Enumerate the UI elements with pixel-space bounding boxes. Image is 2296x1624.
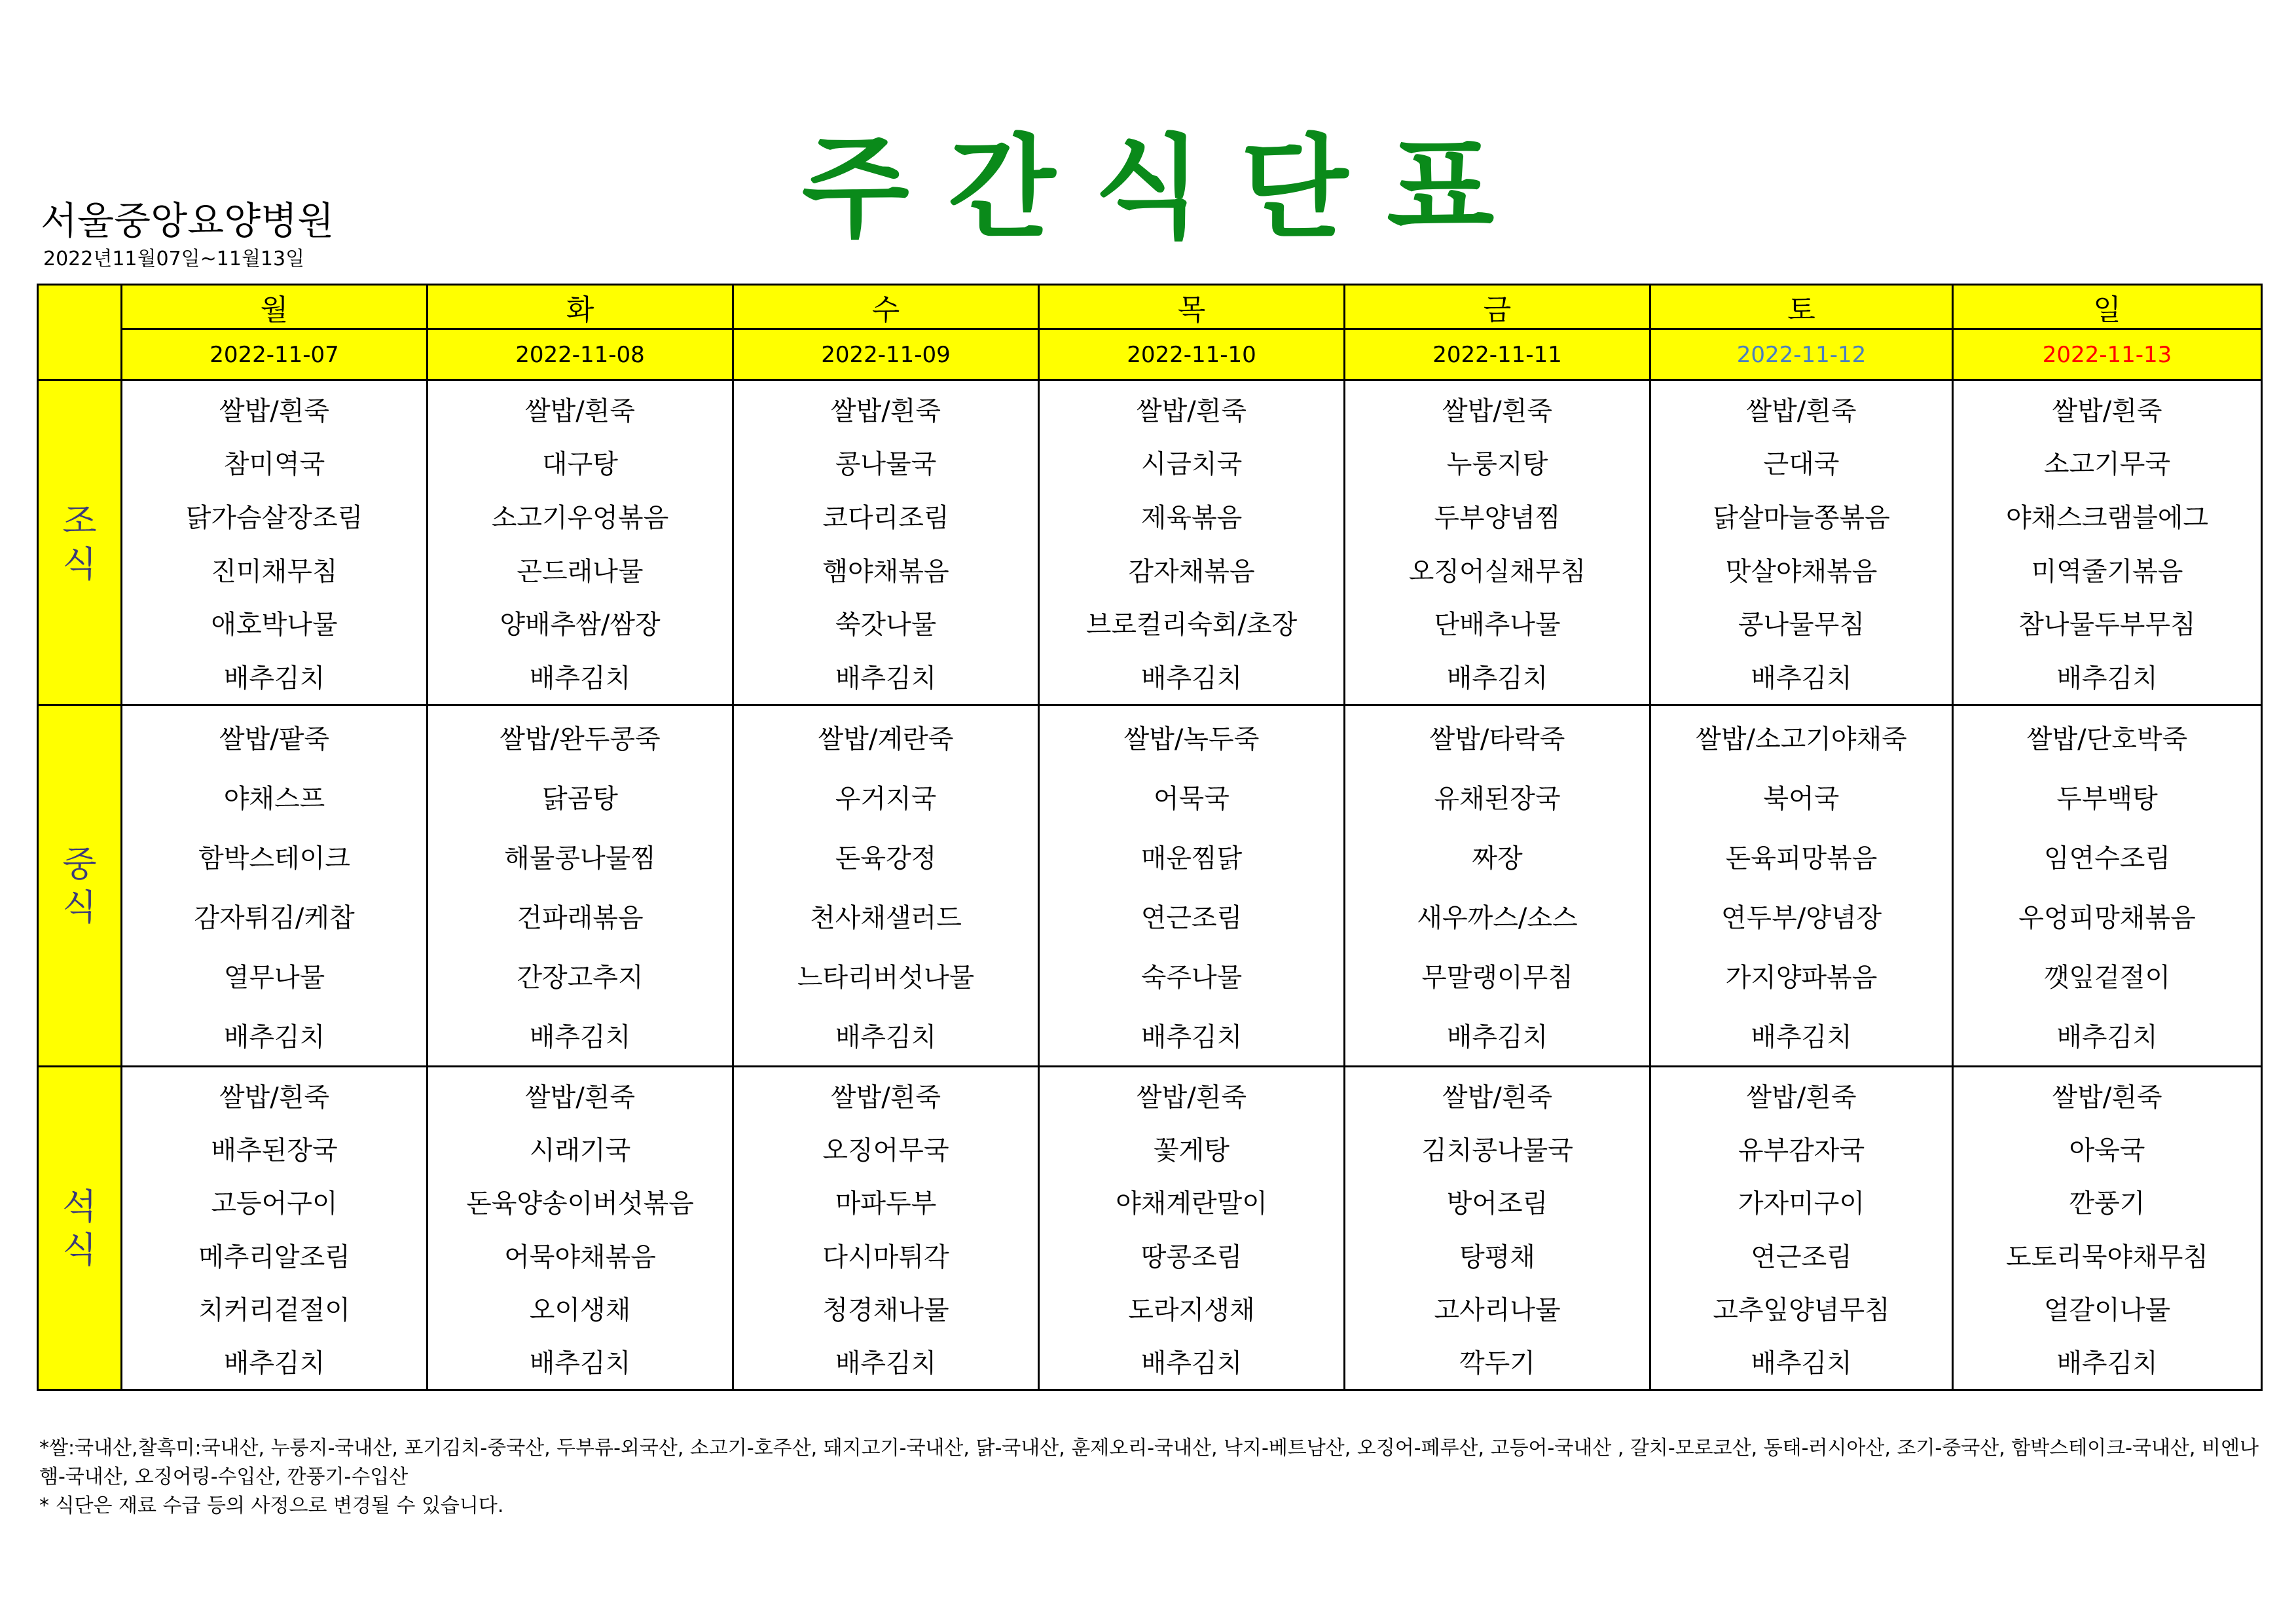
menu-item: 야채스크램블에그 — [2005, 503, 2209, 534]
weekday-wed: 수 — [733, 285, 1039, 329]
menu-item: 매운찜닭 — [1140, 843, 1243, 874]
menu-item: 쌀밥/흰죽 — [1746, 396, 1857, 426]
menu-item: 배추김치 — [1446, 1022, 1548, 1052]
menu-item: 우거지국 — [835, 783, 937, 814]
menu-item: 닭곰탕 — [542, 783, 618, 814]
menu-item: 깍두기 — [1459, 1348, 1535, 1379]
menu-item: 오징어무국 — [822, 1135, 949, 1166]
menu-item: 미역줄기볶음 — [2031, 556, 2183, 587]
page-title: 주 간 식 단 표 — [801, 124, 1495, 253]
menu-item: 제육볶음 — [1140, 503, 1243, 534]
menu-item: 쌀밥/흰죽 — [2052, 1082, 2162, 1113]
menu-item: 함박스테이크 — [198, 843, 350, 874]
menu-item: 꽃게탕 — [1154, 1135, 1230, 1166]
menu-cell-lunch-mon — [122, 705, 428, 1067]
menu-item: 청경채나물 — [822, 1295, 949, 1325]
menu-cell-dinner-sun — [1953, 1067, 2262, 1390]
menu-item: 애호박나물 — [211, 610, 338, 640]
menu-item: 쌀밥/완두콩죽 — [500, 724, 661, 754]
menu-item: 쌀밥/흰죽 — [524, 396, 636, 426]
meal-row-breakfast — [38, 380, 2262, 705]
menu-item: 감자채볶음 — [1128, 556, 1255, 587]
menu-item: 쌀밥/흰죽 — [1442, 396, 1553, 426]
menu-item: 도토리묵야채무침 — [2005, 1242, 2209, 1272]
menu-item: 배추김치 — [1140, 1022, 1243, 1052]
menu-item: 깻잎겉절이 — [2043, 962, 2171, 993]
date-mon: 2022-11-07 — [122, 329, 428, 380]
menu-item: 쌀밥/흰죽 — [1136, 1082, 1247, 1113]
menu-item: 배추김치 — [1751, 663, 1852, 694]
menu-item: 해물콩나물찜 — [504, 843, 656, 874]
menu-item: 김치콩나물국 — [1421, 1135, 1573, 1166]
menu-cell-breakfast-mon — [122, 380, 428, 705]
menu-item: 유채된장국 — [1434, 783, 1561, 814]
menu-cell-lunch-sun — [1953, 705, 2262, 1067]
menu-item: 건파래볶음 — [517, 902, 644, 933]
menu-item: 진미채무침 — [211, 556, 338, 587]
menu-cell-lunch-tue — [428, 705, 733, 1067]
menu-cell-breakfast-wed — [733, 380, 1039, 705]
menu-item: 배추김치 — [1751, 1022, 1852, 1052]
menu-cell-lunch-fri — [1345, 705, 1650, 1067]
weekly-menu-table — [37, 284, 2263, 1391]
menu-item: 단배추나물 — [1434, 610, 1561, 640]
menu-item: 소고기우엉볶음 — [491, 503, 669, 534]
menu-item: 대구탕 — [542, 449, 618, 480]
menu-item: 가자미구이 — [1738, 1189, 1865, 1219]
menu-item: 유부감자국 — [1738, 1135, 1865, 1166]
menu-cell-dinner-sat — [1650, 1067, 1953, 1390]
menu-item: 오징어실채무침 — [1408, 556, 1586, 587]
menu-item: 느타리버섯나물 — [797, 962, 975, 993]
menu-item: 배추김치 — [1140, 663, 1243, 694]
menu-item: 아욱국 — [2069, 1135, 2145, 1166]
menu-item: 쌀밥/흰죽 — [830, 1082, 941, 1113]
menu-item: 배추김치 — [1446, 663, 1548, 694]
menu-item: 도라지생채 — [1128, 1295, 1255, 1325]
menu-item: 감자튀김/케찹 — [194, 902, 355, 933]
menu-item: 짜장 — [1472, 843, 1523, 874]
menu-item: 배추김치 — [835, 663, 937, 694]
menu-item: 마파두부 — [835, 1189, 937, 1219]
menu-item: 새우까스/소스 — [1417, 902, 1578, 933]
menu-item: 배추김치 — [529, 1022, 631, 1052]
menu-item: 맛살야채볶음 — [1725, 556, 1878, 587]
meal-row-lunch — [38, 705, 2262, 1067]
menu-item: 참미역국 — [223, 449, 325, 480]
menu-item: 닭가슴살장조림 — [185, 503, 363, 534]
menu-item: 북어국 — [1763, 783, 1840, 814]
menu-item: 쌀밥/흰죽 — [1746, 1082, 1857, 1113]
menu-item: 브로컬리숙회/초장 — [1085, 610, 1298, 640]
weekday-tue: 화 — [428, 285, 733, 329]
menu-cell-breakfast-thu — [1039, 380, 1345, 705]
menu-item: 쌀밥/팥죽 — [219, 724, 330, 754]
menu-item: 야채스프 — [223, 783, 325, 814]
meal-label-dinner: 석 식 — [38, 1067, 122, 1390]
menu-cell-lunch-wed — [733, 705, 1039, 1067]
menu-item: 쌀밥/흰죽 — [219, 1082, 330, 1113]
weekday-sat: 토 — [1650, 285, 1953, 329]
weekday-sun: 일 — [1953, 285, 2262, 329]
menu-item: 메추리알조림 — [198, 1242, 350, 1272]
menu-item: 소고기무국 — [2043, 449, 2171, 480]
menu-item: 쌀밥/타락죽 — [1429, 724, 1565, 754]
menu-cell-dinner-mon — [122, 1067, 428, 1390]
menu-cell-dinner-wed — [733, 1067, 1039, 1390]
menu-cell-breakfast-sat — [1650, 380, 1953, 705]
hospital-name: 서울중앙요양병원 — [41, 198, 335, 243]
menu-item: 시래기국 — [529, 1135, 631, 1166]
menu-item: 배추김치 — [223, 663, 325, 694]
menu-cell-lunch-sat — [1650, 705, 1953, 1067]
menu-item: 누룽지탕 — [1446, 449, 1548, 480]
menu-item: 배추김치 — [2056, 663, 2158, 694]
menu-item: 참나물두부무침 — [2018, 610, 2196, 640]
weekday-header-row — [38, 285, 2262, 329]
menu-item: 간장고추지 — [517, 962, 644, 993]
menu-item: 햄야채볶음 — [822, 556, 949, 587]
menu-cell-dinner-fri — [1345, 1067, 1650, 1390]
menu-item: 쌀밥/흰죽 — [1442, 1082, 1553, 1113]
date-sun: 2022-11-13 — [1953, 329, 2262, 380]
table-corner — [38, 285, 122, 380]
menu-cell-breakfast-tue — [428, 380, 733, 705]
menu-item: 다시마튀각 — [822, 1242, 949, 1272]
menu-item: 배추김치 — [835, 1348, 937, 1379]
menu-item: 쌀밥/흰죽 — [1136, 396, 1247, 426]
menu-item: 가지양파볶음 — [1725, 962, 1878, 993]
menu-item: 숙주나물 — [1140, 962, 1243, 993]
change-notice: * 식단은 재료 수급 등의 사정으로 변경될 수 있습니다. — [39, 1494, 504, 1517]
menu-item: 쌀밥/계란죽 — [818, 724, 954, 754]
menu-item: 돈육양송이버섯볶음 — [466, 1189, 694, 1219]
menu-item: 콩나물무침 — [1738, 610, 1865, 640]
menu-item: 고추잎양념무침 — [1713, 1295, 1890, 1325]
menu-item: 탕평채 — [1459, 1242, 1535, 1272]
menu-item: 연근조림 — [1140, 902, 1243, 933]
menu-item: 콩나물국 — [835, 449, 937, 480]
date-header-row — [38, 329, 2262, 380]
origin-notes — [39, 1434, 2259, 1521]
menu-item: 쌀밥/흰죽 — [219, 396, 330, 426]
menu-item: 두부양념찜 — [1434, 503, 1561, 534]
menu-item: 배추김치 — [835, 1022, 937, 1052]
menu-period: 2022년11월07일~11월13일 — [43, 248, 305, 270]
menu-item: 근대국 — [1763, 449, 1840, 480]
menu-item: 배추김치 — [223, 1348, 325, 1379]
menu-item: 양배추쌈/쌈장 — [500, 610, 661, 640]
menu-item: 배추김치 — [1751, 1348, 1852, 1379]
menu-item: 연두부/양념장 — [1721, 902, 1882, 933]
menu-item: 배추김치 — [2056, 1022, 2158, 1052]
menu-item: 야채계란말이 — [1116, 1189, 1267, 1219]
menu-item: 치커리겉절이 — [198, 1295, 350, 1325]
meal-label-lunch: 중 식 — [38, 705, 122, 1067]
menu-item: 닭살마늘쫑볶음 — [1713, 503, 1890, 534]
menu-item: 배추김치 — [529, 663, 631, 694]
menu-item: 배추된장국 — [211, 1135, 338, 1166]
menu-item: 쌀밥/흰죽 — [524, 1082, 636, 1113]
date-wed: 2022-11-09 — [733, 329, 1039, 380]
weekday-thu: 목 — [1039, 285, 1345, 329]
menu-item: 방어조림 — [1446, 1189, 1548, 1219]
meal-label-breakfast: 조 식 — [38, 380, 122, 705]
menu-item: 쌀밥/흰죽 — [2052, 396, 2162, 426]
weekday-fri: 금 — [1345, 285, 1650, 329]
menu-item: 쑥갓나물 — [835, 610, 937, 640]
menu-cell-dinner-thu — [1039, 1067, 1345, 1390]
menu-item: 쌀밥/녹두죽 — [1123, 724, 1260, 754]
meal-row-dinner — [38, 1067, 2262, 1390]
menu-item: 고사리나물 — [1434, 1295, 1561, 1325]
menu-item: 깐풍기 — [2069, 1189, 2145, 1219]
menu-item: 얼갈이나물 — [2043, 1295, 2171, 1325]
menu-item: 돈육피망볶음 — [1725, 843, 1878, 874]
menu-item: 어묵국 — [1154, 783, 1230, 814]
menu-item: 연근조림 — [1751, 1242, 1852, 1272]
menu-item: 임연수조림 — [2043, 843, 2171, 874]
date-sat: 2022-11-12 — [1650, 329, 1953, 380]
menu-item: 쌀밥/단호박죽 — [2026, 724, 2188, 754]
date-tue: 2022-11-08 — [428, 329, 733, 380]
weekday-mon: 월 — [122, 285, 428, 329]
menu-item: 시금치국 — [1140, 449, 1243, 480]
menu-item: 오이생채 — [529, 1295, 631, 1325]
menu-item: 배추김치 — [529, 1348, 631, 1379]
menu-item: 배추김치 — [223, 1022, 325, 1052]
menu-item: 천사채샐러드 — [810, 902, 962, 933]
date-fri: 2022-11-11 — [1345, 329, 1650, 380]
menu-item: 코다리조림 — [822, 503, 949, 534]
menu-item: 무말랭이무침 — [1421, 962, 1573, 993]
menu-item: 고등어구이 — [211, 1189, 338, 1219]
menu-cell-dinner-tue — [428, 1067, 733, 1390]
menu-item: 돈육강정 — [835, 843, 937, 874]
menu-cell-breakfast-fri — [1345, 380, 1650, 705]
menu-item: 땅콩조림 — [1140, 1242, 1243, 1272]
menu-item: 배추김치 — [1140, 1348, 1243, 1379]
menu-item: 배추김치 — [2056, 1348, 2158, 1379]
menu-cell-lunch-thu — [1039, 705, 1345, 1067]
menu-item: 쌀밥/흰죽 — [830, 396, 941, 426]
menu-item: 두부백탕 — [2056, 783, 2158, 814]
menu-item: 쌀밥/소고기야채죽 — [1696, 724, 1907, 754]
menu-cell-breakfast-sun — [1953, 380, 2262, 705]
menu-item: 어묵야채볶음 — [504, 1242, 656, 1272]
menu-item: 우엉피망채볶음 — [2018, 902, 2196, 933]
date-thu: 2022-11-10 — [1039, 329, 1345, 380]
menu-item: 곤드래나물 — [517, 556, 644, 587]
origin-note: *쌀:국내산,찰흑미:국내산, 누룽지-국내산, 포기김치-중국산, 두부류-외국산, 소고기-호주산, 돼지고기-국내산, 닭-국내산, 훈제오리-국내산, 낙지-베트남산, 오징어-페루산, 고등어-국내산 , 갈치-모로코산, 동태-러시아산, 조기-중국산, 함박스테이크-국내산, 비엔나햄-국내산, 오징어링-수입산, 깐풍기-수입산 — [39, 1437, 2259, 1488]
menu-item: 열무나물 — [223, 962, 325, 993]
